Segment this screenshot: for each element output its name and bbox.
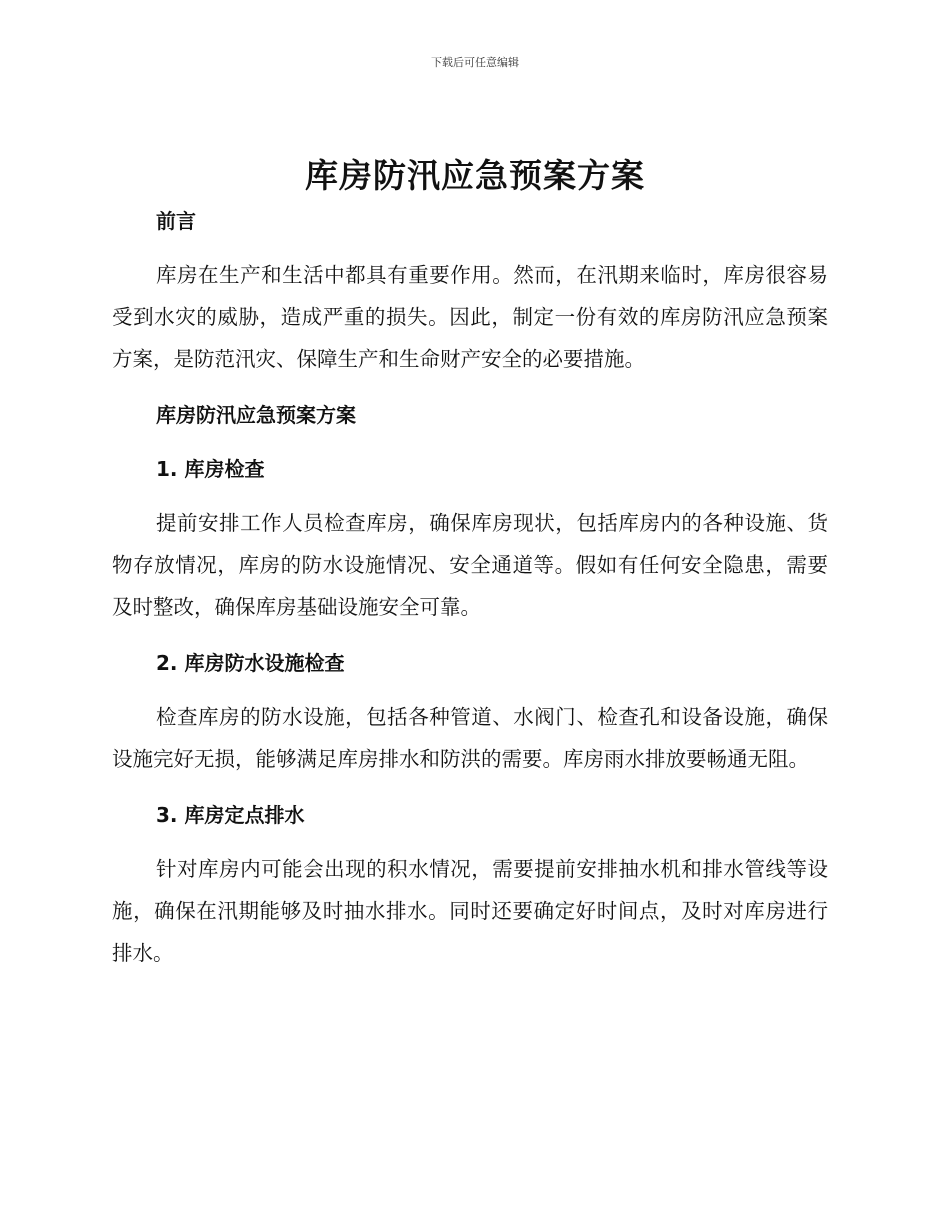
section-2-heading: 2. 库房防水设施检查 <box>156 651 345 675</box>
section-3-paragraph: 针对库房内可能会出现的积水情况，需要提前安排抽水机和排水管线等设施，确保在汛期能够及时抽水排水。同时还要确定好时间点，及时对库房进行排水。 <box>112 857 828 965</box>
plan-heading: 库房防汛应急预案方案 <box>156 403 356 427</box>
section-2-paragraph: 检查库房的防水设施，包括各种管道、水阀门、检查孔和设备设施，确保设施完好无损，能够满足库房排水和防洪的需要。库房雨水排放要畅通无阻。 <box>112 705 828 771</box>
preface-paragraph: 库房在生产和生活中都具有重要作用。然而，在汛期来临时，库房很容易受到水灾的威胁，造成严重的损失。因此，制定一份有效的库房防汛应急预案方案，是防范汛灾、保障生产和生命财产安全的必要措施。 <box>112 263 828 371</box>
preface-heading: 前言 <box>156 209 196 233</box>
section-1-paragraph: 提前安排工作人员检查库房，确保库房现状，包括库房内的各种设施、货物存放情况，库房的防水设施情况、安全通道等。假如有任何安全隐患，需要及时整改，确保库房基础设施安全可靠。 <box>112 511 828 619</box>
section-1-heading: 1. 库房检查 <box>156 457 265 481</box>
header-note: 下载后可任意编辑 <box>431 56 519 69</box>
document-body <box>112 202 828 974</box>
section-3-heading: 3. 库房定点排水 <box>156 803 305 827</box>
document-title: 库房防汛应急预案方案 <box>305 156 645 195</box>
